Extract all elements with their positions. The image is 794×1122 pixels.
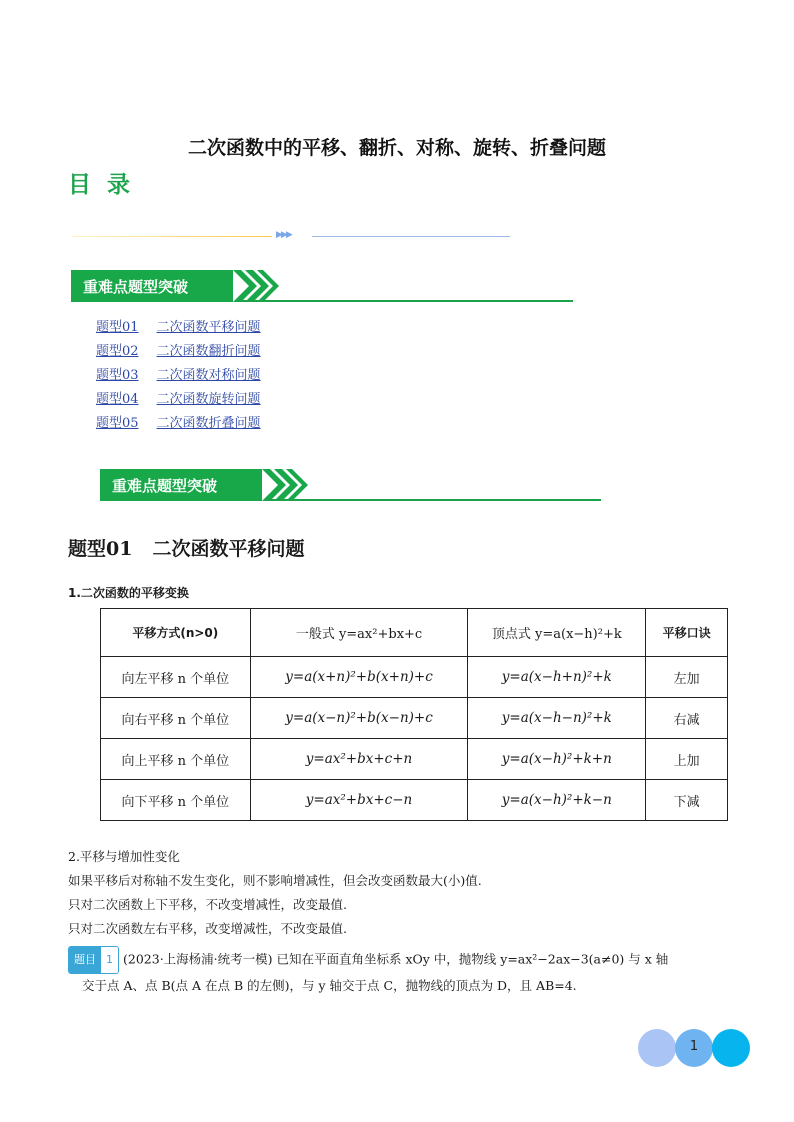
problem-badge-label: 题目 [69, 947, 101, 973]
problem-text-line-1: (2023·上海杨浦·统考一模) 已知在平面直角坐标系 xOy 中，抛物线 y=ax²−2ax−3(a≠0) 与 x 轴 [123, 951, 669, 967]
section-banner-label: 重难点题型突破 [100, 469, 262, 501]
translation-rules-table [100, 608, 728, 821]
divider-arrows-icon: ▶▶▶ [276, 230, 291, 240]
toc-banner-label: 重难点题型突破 [71, 270, 233, 302]
paragraph: 只对二次函数左右平移，改变增减性，不改变最值. [68, 921, 347, 936]
table-cell: y=a(x−h+n)²+k [468, 657, 646, 698]
divider-line-left [72, 236, 272, 237]
page-circle-right [712, 1029, 750, 1067]
table-header: 一般式 y=ax²+bx+c [250, 609, 468, 657]
table-cell: 下减 [646, 780, 728, 821]
toc-heading: 目 录 [68, 172, 135, 198]
table-cell: 右减 [646, 698, 728, 739]
toc-item-02[interactable]: 题型02 二次函数翻折问题 [96, 344, 261, 359]
banner-stripes-icon [233, 270, 279, 302]
toc-list [96, 316, 261, 436]
table-header: 顶点式 y=a(x−h)²+k [468, 609, 646, 657]
table-row [101, 698, 728, 739]
table-cell: y=ax²+bx+c+n [250, 739, 468, 780]
page-number: 1 [675, 1029, 713, 1067]
problem-text-line-2: 交于点 A、点 B(点 A 在点 B 的左侧)，与 y 轴交于点 C，抛物线的顶点为 D，且 AB=4. [82, 978, 577, 993]
table-header: 平移方式(n>0) [101, 609, 251, 657]
table-cell: y=a(x+n)²+b(x+n)+c [250, 657, 468, 698]
toc-banner-rule [236, 300, 573, 302]
table-cell: y=a(x−n)²+b(x−n)+c [250, 698, 468, 739]
table-cell: 左加 [646, 657, 728, 698]
table-header: 平移口诀 [646, 609, 728, 657]
toc-item-04[interactable]: 题型04 二次函数旋转问题 [96, 392, 261, 407]
paragraph: 只对二次函数上下平移，不改变增减性，改变最值. [68, 897, 347, 912]
table-cell: 向右平移 n 个单位 [101, 698, 251, 739]
toc-item-05[interactable]: 题型05 二次函数折叠问题 [96, 416, 261, 431]
paragraph: 如果平移后对称轴不发生变化，则不影响增减性，但会改变函数最大(小)值. [68, 873, 482, 888]
toc-banner [71, 270, 279, 302]
problem-badge [68, 946, 119, 974]
page-circle-left [638, 1029, 676, 1067]
table-row [101, 739, 728, 780]
problem-badge-number: 1 [101, 947, 118, 973]
section-banner [100, 469, 308, 501]
table-row [101, 780, 728, 821]
problem-1 [68, 946, 728, 998]
table-cell: y=a(x−h)²+k−n [468, 780, 646, 821]
table-cell: y=ax²+bx+c−n [250, 780, 468, 821]
subsection-title-1: 1.二次函数的平移变换 [68, 586, 189, 600]
banner-stripes-icon [262, 469, 308, 501]
subsection-title-2: 2.平移与增加性变化 [68, 849, 180, 864]
table-cell: 向上平移 n 个单位 [101, 739, 251, 780]
table-cell: 向左平移 n 个单位 [101, 657, 251, 698]
toc-item-01[interactable]: 题型01 二次函数平移问题 [96, 320, 261, 335]
divider-line-right [312, 236, 510, 237]
table-cell: y=a(x−h−n)²+k [468, 698, 646, 739]
table-cell: y=a(x−h)²+k+n [468, 739, 646, 780]
table-cell: 上加 [646, 739, 728, 780]
table-cell: 向下平移 n 个单位 [101, 780, 251, 821]
table-row [101, 657, 728, 698]
table-header-row [101, 609, 728, 657]
section-title: 题型01 二次函数平移问题 [68, 538, 305, 560]
section-banner-rule [265, 499, 601, 501]
problem-line [68, 946, 728, 974]
document-title: 二次函数中的平移、翻折、对称、旋转、折叠问题 [187, 137, 606, 159]
toc-item-03[interactable]: 题型03 二次函数对称问题 [96, 368, 261, 383]
